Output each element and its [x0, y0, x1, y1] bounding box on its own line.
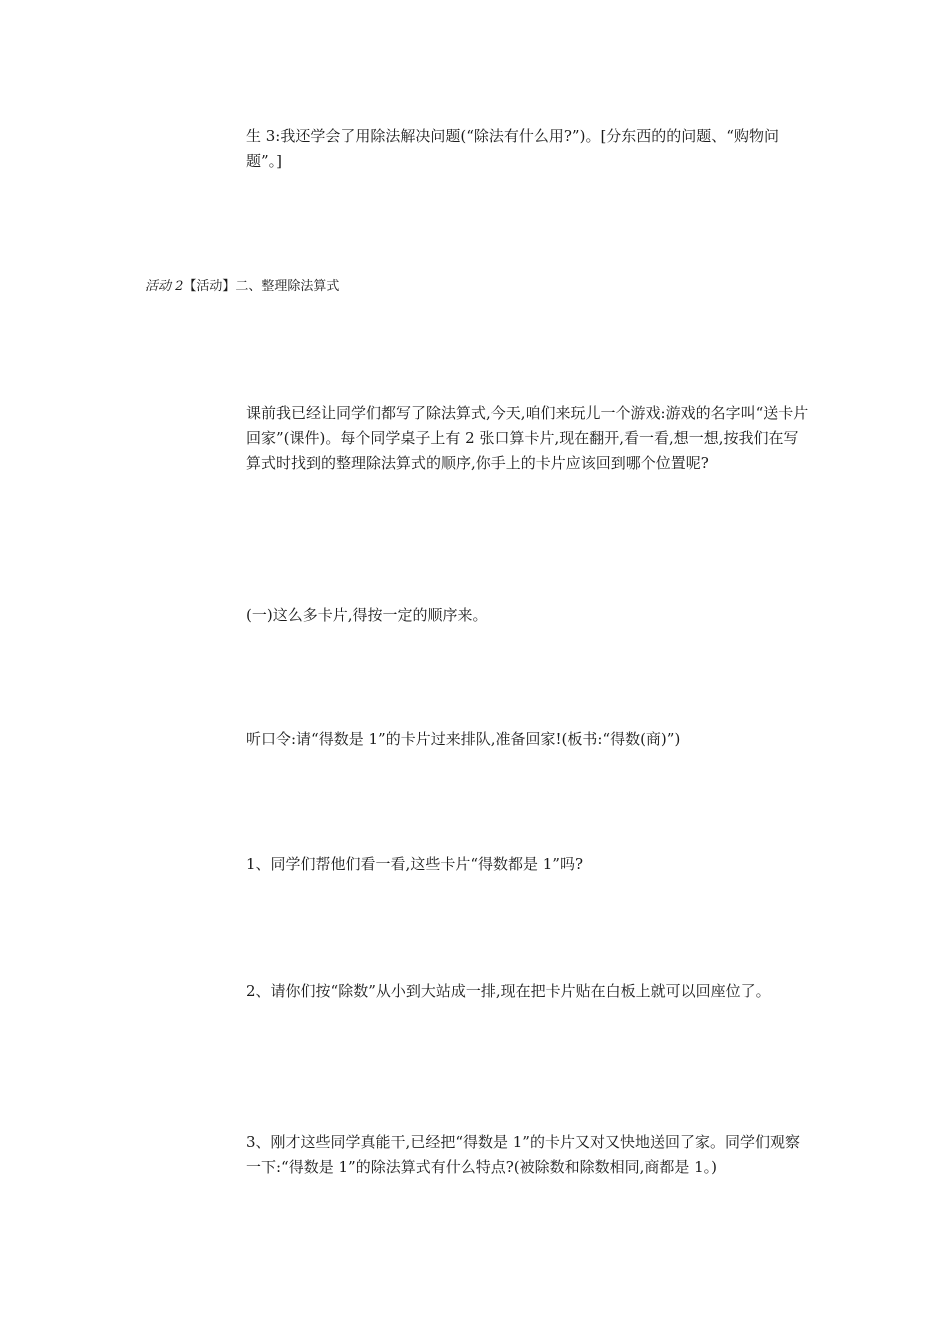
paragraph-step-2: 2、请你们按“除数”从小到大站成一排,现在把卡片贴在白板上就可以回座位了。 [246, 982, 771, 1000]
paragraph-student-3: 生 3:我还学会了用除法解决问题(“除法有什么用?”)。[分东西的的问题、“购物问题”。] [246, 127, 779, 170]
paragraph-order: (一)这么多卡片,得按一定的顺序来。 [246, 606, 488, 624]
paragraph-step-1: 1、同学们帮他们看一看,这些卡片“得数都是 1”吗? [246, 855, 584, 873]
activity-heading [145, 277, 339, 297]
activity-label: 活动 2 [145, 279, 184, 294]
paragraph-game-intro: 课前我已经让同学们都写了除法算式,今天,咱们来玩儿一个游戏:游戏的名字叫“送卡片回家”(课件)。每个同学桌子上有 2 张口算卡片,现在翻开,看一看,想一想,按我们在写算式时找到的整理除法算式的顺序,你手上的卡片应该回到哪个位置呢? [246, 404, 809, 472]
paragraph-step-3: 3、刚才这些同学真能干,已经把“得数是 1”的卡片又对又快地送回了家。同学们观察一下:“得数是 1”的除法算式有什么特点?(被除数和除数相同,商都是 1。) [246, 1133, 800, 1176]
paragraph-command: 听口令:请“得数是 1”的卡片过来排队,准备回家!(板书:“得数(商)”) [246, 730, 681, 748]
activity-title: 【活动】二、整理除法算式 [183, 279, 340, 294]
